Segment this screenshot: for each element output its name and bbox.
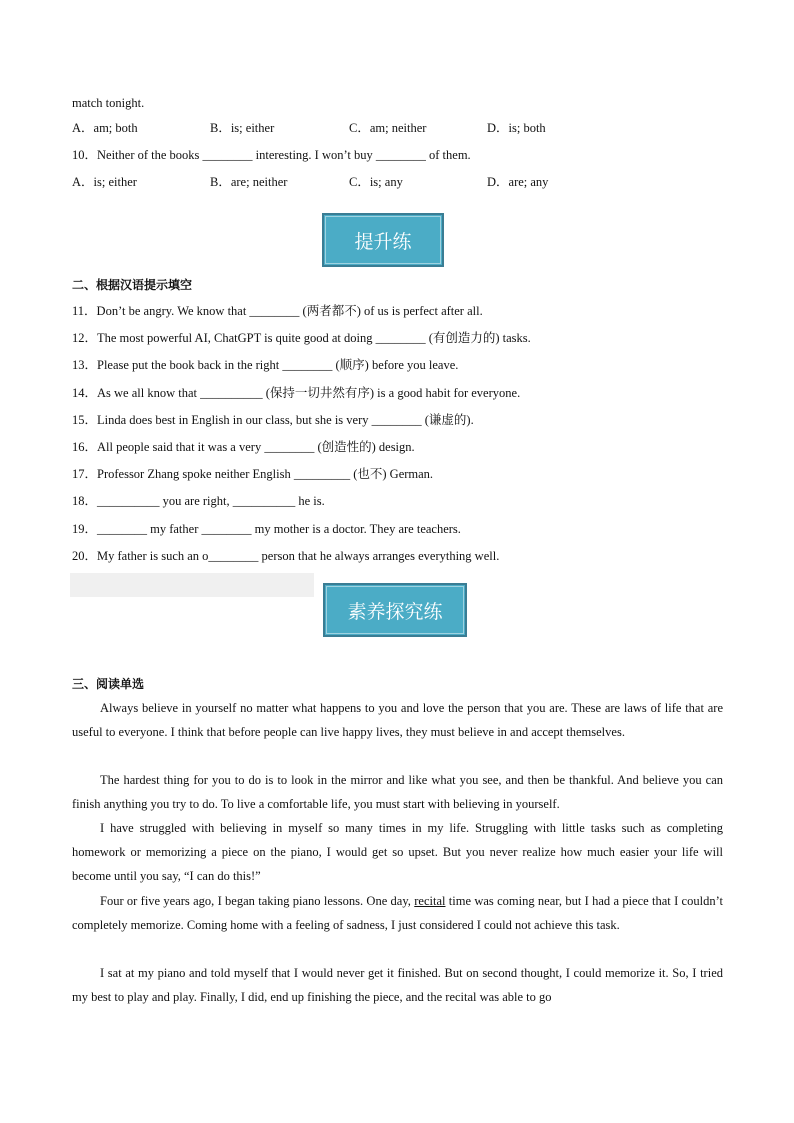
- reading-paragraph-3: I have struggled with believing in myself so many times in my life. Struggling with little tasks such as completing homework or memorizing a piece on the piano, I would get so upset. But you never realize how much easier your life will become until you say, “I can do this!”: [72, 821, 723, 883]
- gray-placeholder-bar: [70, 573, 314, 597]
- q9-option-c: C．am; neither: [349, 121, 427, 135]
- fill-question-13: 13．Please put the book back in the right ________ (顺序) before you leave.: [72, 358, 459, 372]
- fill-question-15: 15．Linda does best in English in our class, but she is very ________ (谦虚的).: [72, 413, 474, 427]
- section-2-heading: 二、根据汉语提示填空: [72, 278, 193, 292]
- reading-paragraph-1: Always believe in yourself no matter what happens to you and love the person that you are. These are laws of life that are useful to everyone. I think that before people can live happy lives, they must believe in and accept themselves.: [72, 701, 723, 739]
- fill-question-18: 18．__________ you are right, __________ he is.: [72, 494, 325, 508]
- q10-option-a: A．is; either: [72, 175, 137, 189]
- q9-option-a: A．am; both: [72, 121, 138, 135]
- paragraph-4-end: time was coming near, but I had a piece that I couldn’t completely memorize. Coming home with a feeling of sadness, I just considered I could not achieve this task.: [72, 894, 723, 932]
- section-banner-suyang: 素养探究练: [323, 583, 467, 637]
- fill-question-14: 14．As we all know that __________ (保持一切井然有序) is a good habit for everyone.: [72, 386, 521, 400]
- fill-question-12: 12．The most powerful AI, ChatGPT is quite good at doing ________ (有创造力的) tasks.: [72, 331, 531, 345]
- reading-paragraph-2: The hardest thing for you to do is to look in the mirror and like what you see, and then be thankful. And believe you can finish anything you try to do. To live a comfortable life, you must start with believing in yourself.: [72, 773, 723, 811]
- q10-text: 10．Neither of the books ________ interesting. I won’t buy ________ of them.: [72, 148, 471, 162]
- reading-paragraph-4: [72, 889, 723, 937]
- fill-question-17: 17．Professor Zhang spoke neither English _________ (也不) German.: [72, 467, 434, 481]
- fill-question-16: 16．All people said that it was a very ________ (创造性的) design.: [72, 440, 415, 454]
- section-3-heading: 三、阅读单选: [72, 677, 145, 691]
- q10-option-c: C．is; any: [349, 175, 403, 189]
- fill-question-20: 20．My father is such an o________ person that he always arranges everything well.: [72, 549, 500, 563]
- q10-option-d: D．are; any: [487, 175, 549, 189]
- fill-question-11: 11．Don’t be angry. We know that ________ (两者都不) of us is perfect after all.: [72, 304, 483, 318]
- section-banner-tisheng: 提升练: [322, 213, 444, 267]
- q9-tail-text: match tonight.: [72, 96, 145, 110]
- fill-question-19: 19．________ my father ________ my mother is a doctor. They are teachers.: [72, 522, 461, 536]
- paragraph-4-start: Four or five years ago, I began taking piano lessons. One day,: [100, 894, 415, 908]
- q10-option-b: B．are; neither: [210, 175, 288, 189]
- q9-option-b: B．is; either: [210, 121, 275, 135]
- reading-paragraph-5: I sat at my piano and told myself that I would never get it finished. But on second thought, I could memorize it. So, I tried my best to play and play. Finally, I did, end up finishing the piece, and the recital was able to go: [72, 966, 723, 1004]
- q9-option-d: D．is; both: [487, 121, 546, 135]
- underlined-word-recital: recital: [414, 894, 446, 908]
